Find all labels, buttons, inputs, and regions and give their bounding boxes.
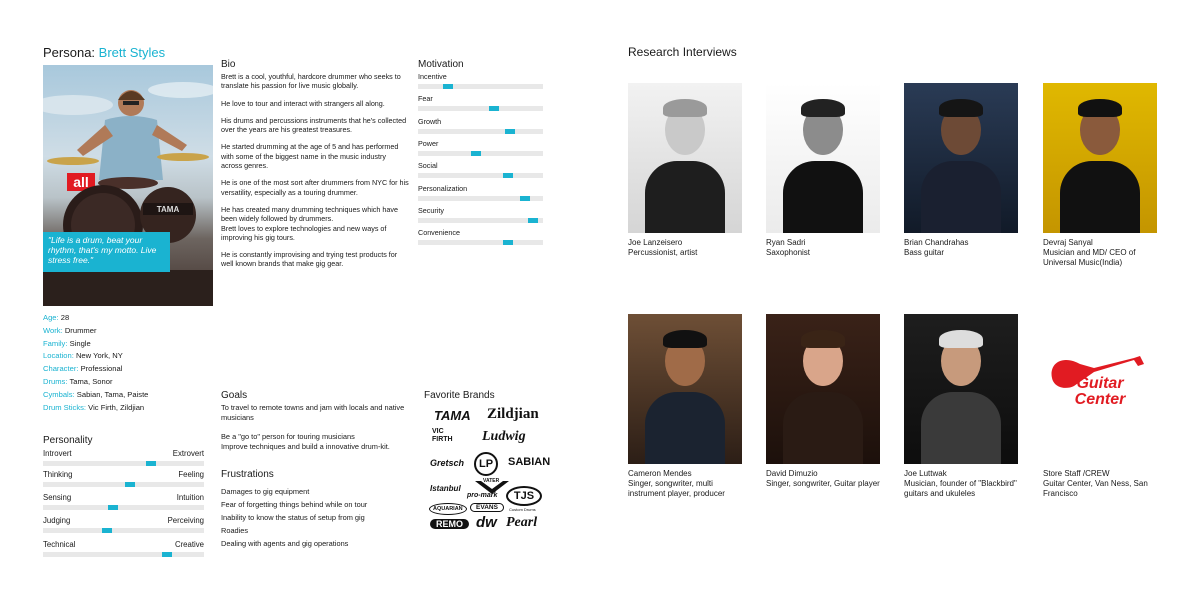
brand-logo-tjs: TJS [506,486,542,506]
motivation-knob [528,218,538,223]
slider-right-label: Intuition [176,493,204,502]
slider-right-label: Feeling [178,470,204,479]
slider-knob [162,552,172,557]
slider-knob [146,461,156,466]
motivation-track [418,240,543,245]
personality-slider [43,516,204,533]
persona-info-row [43,377,218,390]
motivation-bar [418,161,543,178]
interviewee-role: Singer, songwriter, multi instrument player, producer [628,479,725,498]
interviewee-name: Cameron Mendes [628,469,692,478]
guitar-center-logo [1048,356,1148,416]
photo-badge: all [73,174,89,190]
svg-text:TAMA: TAMA [156,205,180,214]
motivation-title: Motivation [418,59,464,70]
personality-slider [43,449,204,466]
interviewee-role: Musician and MD/ CEO of Universal Music(India) [1043,248,1136,267]
bio-body [221,72,409,277]
interviewee-photo [628,83,742,233]
motivation-knob [520,196,530,201]
bio-paragraph: He is constantly improvising and trying test products for well known brands that make gig gear. [221,250,398,269]
interviewee-role: Percussionist, artist [628,248,698,257]
bio-paragraph: His drums and percussions instruments that he's collected over the years are his greatest treasures. [221,115,407,135]
bio-paragraph: He started drumming at the age of 5 and has performed with some of the biggest name in the music industry across genres. [221,142,399,171]
personality-slider [43,540,204,557]
motivation-bar [418,72,543,89]
motivation-bar [418,184,543,201]
interviewee-photo [628,314,742,464]
motivation-label: Fear [418,94,433,104]
motivation-track [418,218,543,223]
frustrations-title: Frustrations [221,469,274,480]
interviewee-name: Store Staff /CREW [1043,469,1110,478]
brand-logo-remo: REMO [430,519,469,529]
motivation-bar [418,228,543,245]
persona-info-list [43,313,218,415]
persona-info-row [43,351,218,364]
frustrations-body [221,485,411,550]
interviewee-card [628,314,768,499]
brand-logo-pearl: Pearl [506,515,538,530]
brand-logo-dw: dw [476,514,497,531]
interviewee-role: Musician, founder of "Blackbird" guitars and ukuleles [904,479,1017,498]
slider-track [43,528,204,533]
goals-title: Goals [221,390,248,401]
persona-info-key: Age: [43,313,59,322]
interviewee-card [904,83,1044,258]
brand-logo-vater: VATER [483,478,500,484]
motivation-label: Power [418,138,439,148]
bio-paragraph: Brett is a cool, youthful, hardcore drummer who seeks to translate his passion for live music globally. [221,72,401,91]
interviewee-card [628,83,768,258]
interviewee-name: Ryan Sadri [766,238,806,247]
persona-info-key: Drums: [43,376,68,386]
motivation-knob [443,84,453,89]
frustration-item: Dealing with agents and gig operations [221,539,349,549]
persona-info-row [43,339,218,352]
brand-logo-lp: LP [474,452,498,476]
motivation-label: Social [418,161,438,171]
slider-left-label: Sensing [43,493,72,502]
motivation-knob [471,151,481,156]
interviewee-role: Saxophonist [766,248,811,257]
persona-info-value: Vic Firth, Zildjian [88,402,145,412]
persona-info-key: Character: [43,364,79,374]
motivation-bar [418,206,543,223]
personality-title: Personality [43,435,93,446]
persona-title-prefix: Persona: [43,45,99,60]
interviewee-card [1043,83,1183,268]
interviewee-role: Guitar Center, Van Ness, San Francisco [1043,479,1148,498]
brand-logo-ludwig: Ludwig [482,429,526,444]
persona-info-key: Cymbals: [43,389,75,399]
persona-info-row [43,313,218,326]
slider-knob [125,482,135,487]
motivation-label: Incentive [418,72,447,81]
motivation-knob [505,129,515,134]
interviewee-role: Bass guitar [904,248,945,257]
frustration-item: Roadies [221,526,249,536]
brand-logo-sabian: SABIAN [508,456,551,468]
slider-track [43,461,204,466]
goal-item: To travel to remote towns and jam with locals and native musicians [221,403,405,423]
motivation-knob [489,106,499,111]
slider-right-label: Perceiving [167,516,204,525]
brand-logo-zildjian: Zildjian [487,406,539,422]
slider-right-label: Creative [174,540,204,549]
motivation-label: Personalization [418,183,468,193]
slider-track [43,552,204,557]
motivation-track [418,196,543,201]
persona-info-value: 28 [60,313,70,322]
persona-name: Brett Styles [98,45,166,60]
motivation-knob [503,173,513,178]
motivation-knob [503,240,513,245]
bio-paragraph: He is one of the most sort after drummers from NYC for his versatility, especially as a touring drummer. [221,178,409,197]
persona-info-row [43,364,218,377]
motivation-track [418,173,543,178]
interviewee-name: David Dimuzio [766,469,818,478]
slider-left-label: Introvert [43,449,72,458]
brand-logo-vic-firth: VIC FIRTH [432,428,453,443]
motivation-track [418,151,543,156]
goals-body [221,403,411,461]
motivation-label: Convenience [418,228,460,238]
motivation-track [418,129,543,134]
interviewee-photo [904,314,1018,464]
motivation-track [418,106,543,111]
bio-title: Bio [221,59,236,70]
logo-line2: Center [1074,391,1126,408]
interviewee-name: Devraj Sanyal [1043,238,1093,247]
frustration-item: Inability to know the status of setup from gig [221,513,365,523]
slider-knob [102,528,112,533]
personality-slider [43,493,204,510]
research-title: Research Interviews [628,45,737,59]
personality-slider [43,470,204,487]
slider-track [43,482,204,487]
slider-left-label: Thinking [43,470,73,479]
interviewee-photo [904,83,1018,233]
brand-logo-gretsch: Gretsch [430,458,465,468]
persona-info-row [43,390,218,403]
slider-right-label: Extrovert [172,449,204,458]
interviewee-photo [766,314,880,464]
slider-knob [108,505,118,510]
persona-info-value: Drummer [64,325,97,335]
persona-info-value: Single [69,338,91,348]
persona-info-value: Sabian, Tama, Paiste [76,389,149,399]
frustration-item: Fear of forgetting things behind while on tour [221,500,368,510]
bio-paragraph: He love to tour and interact with strangers all along. [221,98,385,108]
slider-track [43,505,204,510]
guitar-center-logo-graphic [1048,356,1148,416]
persona-info-row [43,326,218,339]
brand-logo-tama: TAMA [434,408,471,423]
motivation-bar [418,139,543,156]
interviewee-card [766,314,906,489]
interviewee-name: Joe Luttwak [904,469,947,478]
persona-quote: "Life is a drum, beat your rhythm, that's my motto. Live stress free." [43,232,170,272]
interviewee-role: Singer, songwriter, Guitar player [766,479,880,488]
brand-logo-custom-drums: Custom Drums [509,507,536,512]
brand-logo-istanbul: Istanbul [430,484,461,493]
slider-left-label: Judging [43,516,71,525]
vater-chevron-icon [475,481,509,495]
slider-left-label: Technical [43,540,76,549]
motivation-label: Growth [418,116,442,126]
interviewee-photo [766,83,880,233]
persona-info-value: New York, NY [75,351,123,361]
brand-logo-aquarian: AQUARIAN [429,503,467,515]
interviewee-name: Joe Lanzeisero [628,238,683,247]
interviewee-card [904,314,1044,499]
persona-info-key: Work: [43,325,63,335]
brands-title: Favorite Brands [424,390,495,401]
goal-item: Be a "go to" person for touring musicians Improve techniques and build a innovative drum-kit. [221,431,390,452]
persona-photo [43,65,213,306]
motivation-bar [418,94,543,111]
interviewee-photo [1043,83,1157,233]
motivation-bar [418,117,543,134]
persona-info-value: Professional [80,364,123,374]
persona-info-key: Family: [43,338,68,348]
logo-line1: Guitar [1076,375,1124,392]
interviewee-name: Brian Chandrahas [904,238,969,247]
persona-info-key: Location: [43,351,74,361]
bio-paragraph: He has created many drumming techniques which have been widely followed by drummers. Brett loves to explore technologies and new ways of improving his gig tours. [221,204,398,242]
interviewee-card [766,83,906,258]
persona-title [43,45,165,60]
persona-info-value: Tama, Sonor [69,376,113,386]
motivation-label: Security [418,205,444,215]
motivation-track [418,84,543,89]
frustration-item: Damages to gig equipment [221,487,310,496]
brand-logo-evans: EVANS [470,503,504,512]
brand-logo-promark: pro-mark [467,492,498,499]
persona-info-key: Drum Sticks: [43,402,87,412]
persona-info-row [43,403,218,416]
